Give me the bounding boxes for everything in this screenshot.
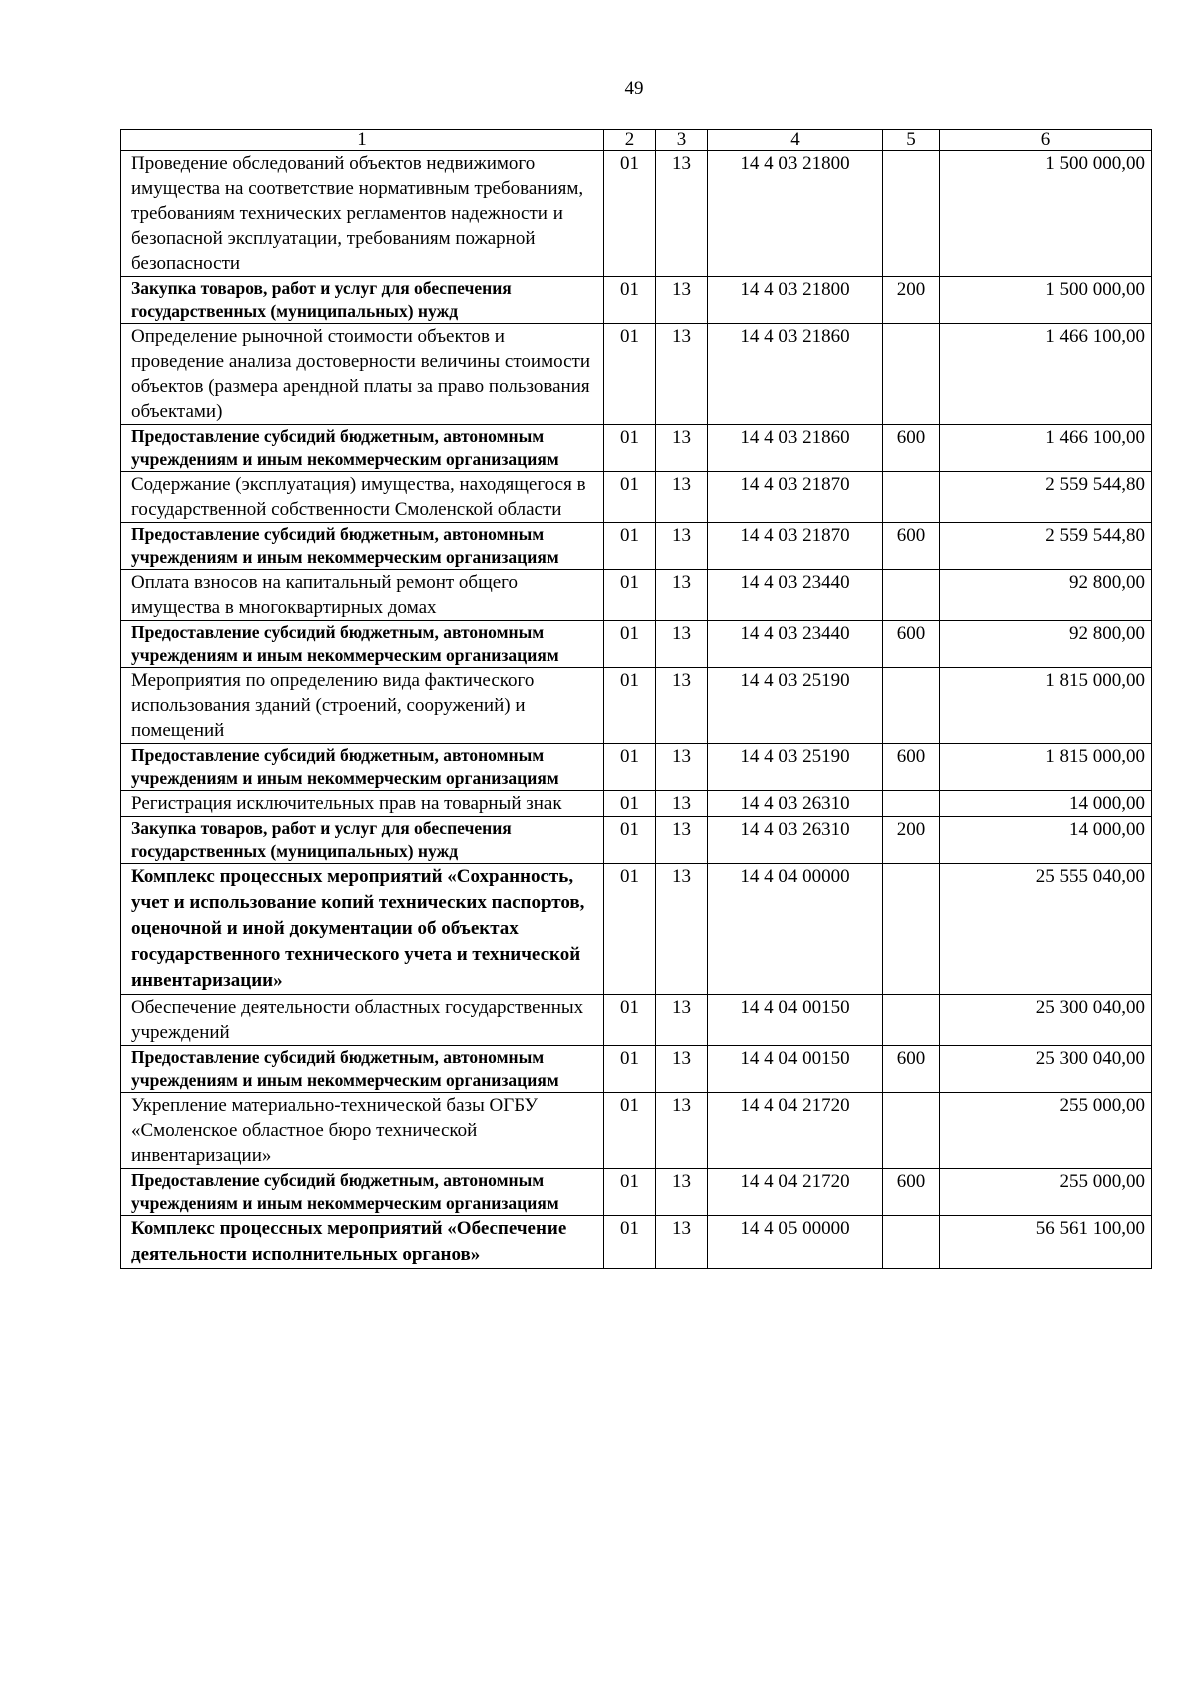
row-name-cell: Комплекс процессных мероприятий «Сохранность, учет и использование копий технических паспортов, оценочной и иной документации об объектах государственного технического учета и технической инвентаризации» [121,864,604,995]
row-name-cell: Предоставление субсидий бюджетным, автономным учреждениям и иным некоммерческим организациям [121,744,604,791]
row-target-code-cell: 14 4 03 21870 [708,472,883,523]
row-name-cell: Содержание (эксплуатация) имущества, находящегося в государственной собственности Смоленской области [121,472,604,523]
row-subsection-cell: 13 [656,425,708,472]
row-target-code-cell: 14 4 04 21720 [708,1093,883,1169]
row-target-code-cell: 14 4 04 00000 [708,864,883,995]
row-amount-cell: 25 300 040,00 [940,1046,1152,1093]
row-target-code-cell: 14 4 04 00150 [708,995,883,1046]
budget-table [120,129,1152,1269]
row-amount-cell: 92 800,00 [940,621,1152,668]
header-cell: 4 [708,130,883,151]
row-expense-type-cell [883,570,940,621]
row-amount-cell: 1 466 100,00 [940,425,1152,472]
row-expense-type-cell: 600 [883,523,940,570]
row-section-cell: 01 [604,621,656,668]
row-expense-type-cell: 600 [883,621,940,668]
row-section-cell: 01 [604,668,656,744]
row-subsection-cell: 13 [656,1093,708,1169]
row-amount-cell: 2 559 544,80 [940,523,1152,570]
row-amount-cell: 1 500 000,00 [940,151,1152,277]
row-name-cell: Обеспечение деятельности областных государственных учреждений [121,995,604,1046]
row-name-cell: Комплекс процессных мероприятий «Обеспечение деятельности исполнительных органов» [121,1216,604,1269]
row-subsection-cell: 13 [656,523,708,570]
row-section-cell: 01 [604,744,656,791]
row-amount-cell: 2 559 544,80 [940,472,1152,523]
row-amount-cell: 1 815 000,00 [940,744,1152,791]
table-row [121,817,1152,864]
row-section-cell: 01 [604,324,656,425]
row-section-cell: 01 [604,277,656,324]
row-subsection-cell: 13 [656,1216,708,1269]
row-section-cell: 01 [604,817,656,864]
row-section-cell: 01 [604,791,656,817]
row-amount-cell: 1 500 000,00 [940,277,1152,324]
row-target-code-cell: 14 4 03 21870 [708,523,883,570]
header-cell: 1 [121,130,604,151]
row-section-cell: 01 [604,1046,656,1093]
row-section-cell: 01 [604,864,656,995]
table-row [121,791,1152,817]
row-target-code-cell: 14 4 03 26310 [708,817,883,864]
row-expense-type-cell: 600 [883,1046,940,1093]
table-row [121,570,1152,621]
row-name-cell: Проведение обследований объектов недвижимого имущества на соответствие нормативным требованиям, требованиям технических регламентов надежности и безопасной эксплуатации, требованиям пожарной безопасности [121,151,604,277]
table-row [121,1216,1152,1269]
row-name-cell: Предоставление субсидий бюджетным, автономным учреждениям и иным некоммерческим организациям [121,523,604,570]
header-cell: 5 [883,130,940,151]
row-expense-type-cell [883,151,940,277]
row-amount-cell: 255 000,00 [940,1169,1152,1216]
table-row [121,1046,1152,1093]
table-row [121,1093,1152,1169]
row-expense-type-cell [883,668,940,744]
row-expense-type-cell [883,791,940,817]
row-amount-cell: 56 561 100,00 [940,1216,1152,1269]
row-amount-cell: 14 000,00 [940,817,1152,864]
table-row [121,1169,1152,1216]
row-expense-type-cell [883,472,940,523]
row-amount-cell: 1 466 100,00 [940,324,1152,425]
table-row [121,151,1152,277]
row-section-cell: 01 [604,570,656,621]
table-row [121,425,1152,472]
row-subsection-cell: 13 [656,744,708,791]
row-amount-cell: 1 815 000,00 [940,668,1152,744]
row-target-code-cell: 14 4 03 21800 [708,277,883,324]
row-name-cell: Укрепление материально-технической базы ОГБУ «Смоленское областное бюро технической инвентаризации» [121,1093,604,1169]
row-subsection-cell: 13 [656,1046,708,1093]
row-name-cell: Предоставление субсидий бюджетным, автономным учреждениям и иным некоммерческим организациям [121,425,604,472]
row-target-code-cell: 14 4 03 21860 [708,324,883,425]
row-subsection-cell: 13 [656,621,708,668]
row-section-cell: 01 [604,995,656,1046]
row-target-code-cell: 14 4 03 25190 [708,744,883,791]
row-name-cell: Предоставление субсидий бюджетным, автономным учреждениям и иным некоммерческим организациям [121,621,604,668]
row-section-cell: 01 [604,1093,656,1169]
row-expense-type-cell: 600 [883,1169,940,1216]
row-target-code-cell: 14 4 03 26310 [708,791,883,817]
row-subsection-cell: 13 [656,864,708,995]
row-section-cell: 01 [604,523,656,570]
row-amount-cell: 25 555 040,00 [940,864,1152,995]
row-subsection-cell: 13 [656,570,708,621]
row-amount-cell: 14 000,00 [940,791,1152,817]
row-section-cell: 01 [604,151,656,277]
table-row [121,995,1152,1046]
row-expense-type-cell [883,324,940,425]
row-expense-type-cell [883,1216,940,1269]
row-amount-cell: 25 300 040,00 [940,995,1152,1046]
table-row [121,621,1152,668]
table-row [121,668,1152,744]
row-name-cell: Мероприятия по определению вида фактического использования зданий (строений, сооружений) и помещений [121,668,604,744]
row-subsection-cell: 13 [656,817,708,864]
row-name-cell: Определение рыночной стоимости объектов и проведение анализа достоверности величины стоимости объектов (размера арендной платы за право пользования объектами) [121,324,604,425]
row-section-cell: 01 [604,1169,656,1216]
row-target-code-cell: 14 4 03 23440 [708,621,883,668]
table-row [121,472,1152,523]
header-cell: 3 [656,130,708,151]
row-target-code-cell: 14 4 03 21860 [708,425,883,472]
row-amount-cell: 255 000,00 [940,1093,1152,1169]
row-target-code-cell: 14 4 05 00000 [708,1216,883,1269]
table-header-row [121,130,1152,151]
row-target-code-cell: 14 4 03 23440 [708,570,883,621]
page-number: 49 [624,78,644,99]
table-row [121,324,1152,425]
row-expense-type-cell [883,1093,940,1169]
table-row [121,744,1152,791]
row-subsection-cell: 13 [656,277,708,324]
row-section-cell: 01 [604,1216,656,1269]
row-name-cell: Регистрация исключительных прав на товарный знак [121,791,604,817]
row-expense-type-cell [883,995,940,1046]
row-amount-cell: 92 800,00 [940,570,1152,621]
row-expense-type-cell: 600 [883,744,940,791]
row-section-cell: 01 [604,472,656,523]
table-row [121,523,1152,570]
row-target-code-cell: 14 4 04 00150 [708,1046,883,1093]
row-subsection-cell: 13 [656,324,708,425]
row-subsection-cell: 13 [656,151,708,277]
row-subsection-cell: 13 [656,791,708,817]
header-cell: 2 [604,130,656,151]
row-name-cell: Закупка товаров, работ и услуг для обеспечения государственных (муниципальных) нужд [121,277,604,324]
row-target-code-cell: 14 4 04 21720 [708,1169,883,1216]
row-subsection-cell: 13 [656,472,708,523]
header-cell: 6 [940,130,1152,151]
row-target-code-cell: 14 4 03 21800 [708,151,883,277]
table-row [121,864,1152,995]
row-name-cell: Оплата взносов на капитальный ремонт общего имущества в многоквартирных домах [121,570,604,621]
row-name-cell: Предоставление субсидий бюджетным, автономным учреждениям и иным некоммерческим организациям [121,1169,604,1216]
row-subsection-cell: 13 [656,1169,708,1216]
row-expense-type-cell: 200 [883,817,940,864]
row-name-cell: Предоставление субсидий бюджетным, автономным учреждениям и иным некоммерческим организациям [121,1046,604,1093]
row-expense-type-cell: 200 [883,277,940,324]
row-name-cell: Закупка товаров, работ и услуг для обеспечения государственных (муниципальных) нужд [121,817,604,864]
row-expense-type-cell: 600 [883,425,940,472]
row-subsection-cell: 13 [656,995,708,1046]
row-section-cell: 01 [604,425,656,472]
row-subsection-cell: 13 [656,668,708,744]
row-target-code-cell: 14 4 03 25190 [708,668,883,744]
table-row [121,277,1152,324]
row-expense-type-cell [883,864,940,995]
